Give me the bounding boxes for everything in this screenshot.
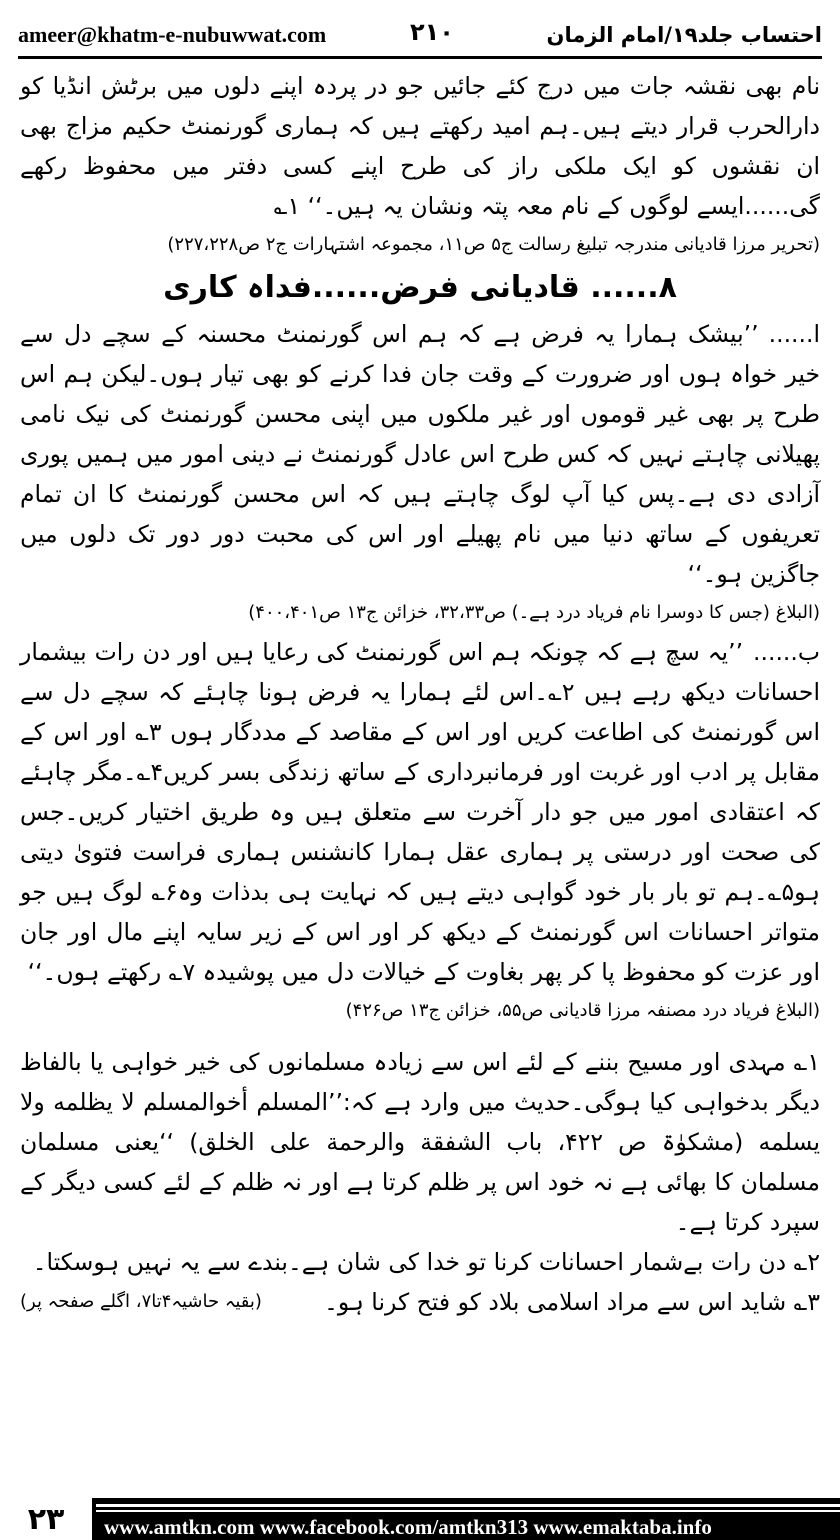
quote-be-marker: ب...... <box>753 638 820 666</box>
footnote-3: ۳؎ شاید اس سے مراد اسلامی بلاد کو فتح کرنا ہو۔ <box>324 1288 820 1316</box>
quote-be-text: ’’یہ سچ ہے کہ چونکہ ہم اس گورنمنٹ کی رعایا ہیں اور دن رات بیشمار احسانات دیکھ رہے ہیں ۲؎۔اس لئے ہمارا یہ فرض ہونا چاہئے کہ سچے دل سے اس گورنمنٹ کی اطاعت کریں اور اس کے مقاصد کے مددگار ہوں ۳؎ اور اس کے مقابل پر ادب اور غربت اور فرمانبرداری کے ساتھ زندگی بسر کریں۴؎۔مگر چاہئے کہ اعتقادی امور میں جو دار آخرت سے متعلق ہیں وہ طریق اختیار کریں۔جس کی صحت اور درستی پر ہماری عقل ہمارا کانشنس ہماری فراست فتویٰ دیتی ہو۵؎۔ہم تو بار بار خود گواہی دیتے ہیں کہ نہایت ہی بدذات وہ۶؎ لوگ ہیں جو متواتر احسانات اس گورنمنٹ کے دیکھ کر اور اس کے زیر سایہ اپنے مال اور جان اور عزت کو محفوظ پا کر پھر بغاوت کے خیالات دل میں پوشیدہ ۷؎ رکھتے ہوں۔‘‘ <box>20 638 821 986</box>
header-email: ameer@khatm-e-nubuwwat.com <box>18 22 327 47</box>
page-header <box>18 14 822 59</box>
page-footer <box>0 1498 840 1540</box>
paragraph-1: نام بھی نقشہ جات میں درج کئے جائیں جو در پردہ اپنے دلوں میں برٹش انڈیا کو دارالحرب قرار دیتے ہیں۔ہم امید رکھتے ہیں کہ ہماری گورنمنٹ حکیم مزاج بھی ان نقشوں کو ایک ملکی راز کی طرح اپنے کسی دفتر میں محفوظ رکھے گی......ایسے لوگوں کے نام معہ پتہ ونشان یہ ہیں۔‘‘ ۱؎ <box>20 72 820 220</box>
footnote-3-row <box>20 1282 820 1322</box>
page-body <box>20 66 820 1322</box>
footnote-2: ۲؎ دن رات بےشمار احسانات کرنا تو خدا کی شان ہے۔بندے سے یہ نہیں ہوسکتا۔ <box>32 1248 820 1276</box>
quote-be <box>20 632 820 992</box>
quote-alif-text: ’’بیشک ہمارا یہ فرض ہے کہ ہم اس گورنمنٹ محسنہ کے سچے دل سے خیر خواہ ہوں اور ضرورت کے وقت جان فدا کرنے کو بھی تیار ہوں۔لیکن ہم اس طرح پر بھی غیر قوموں اور غیر ملکوں میں اپنی محسن گورنمنٹ کی نیک نامی پھیلانی چاہتے نہیں کہ کس طرح اس عادل گورنمنٹ نے دینی امور میں ہمیں پوری آزادی دی ہے۔پس کیا آپ لوگ چاہتے ہیں کہ اس محسن گورنمنٹ کا ان تمام تعریفوں کے ساتھ دنیا میں نام پھیلے اور اس کی محبت دور دور تک دلوں میں جاگزین ہو۔‘‘ <box>20 320 820 588</box>
reference-1: (تحریر مرزا قادیانی مندرجہ تبلیغ رسالت ج۵ ص۱۱، مجموعہ اشتہارات ج۲ ص۲۲۷،۲۲۸) <box>167 234 820 255</box>
section-heading: ۸...... قادیانی فرض......فداہ کاری <box>163 270 677 305</box>
header-title: احتساب جلد۱۹/امام الزمان <box>546 23 822 47</box>
reference-2: (البلاغ (جس کا دوسرا نام فریاد درد ہے۔) ص۳۲،۳۳، خزائن ج۱۳ ص۴۰۰،۴۰۱) <box>248 602 820 623</box>
footer-rule-thin <box>96 1510 840 1512</box>
footnotes <box>20 1042 820 1322</box>
footer-page-number: ۲۳ <box>0 1498 92 1540</box>
footnote-continued: (بقیہ حاشیہ۴تا۷، اگلے صفحہ پر) <box>20 1291 262 1312</box>
quote-alif <box>20 314 820 594</box>
header-page-number: ۲۱۰ <box>410 18 454 46</box>
reference-3: (البلاغ فریاد درد مصنفہ مرزا قادیانی ص۵۵، خزائن ج۱۳ ص۴۲۶) <box>345 1000 820 1021</box>
footer-rule <box>96 1504 840 1507</box>
footnote-1: ۱؎ مہدی اور مسیح بننے کے لئے اس سے زیادہ مسلمانوں کی خیر خواہی یا بالفاظ دیگر بدخواہی کیا ہوگی۔حدیث میں وارد ہے کہ:’’المسلم أخوالمسلم لا یظلمه ولا یسلمه (مشکوٰۃ ص ۴۲۲، باب الشفقة والرحمة علی الخلق) ‘‘یعنی مسلمان مسلمان کا بھائی ہے نہ خود اس پر ظلم کرتا ہے اور نہ ظلم کے لئے کسی دیگر کے سپرد کرتا ہے۔ <box>20 1048 820 1236</box>
quote-alif-marker: ا...... <box>768 320 820 348</box>
footer-urls: www.amtkn.com www.facebook.com/amtkn313 www.emaktaba.info <box>104 1515 712 1539</box>
